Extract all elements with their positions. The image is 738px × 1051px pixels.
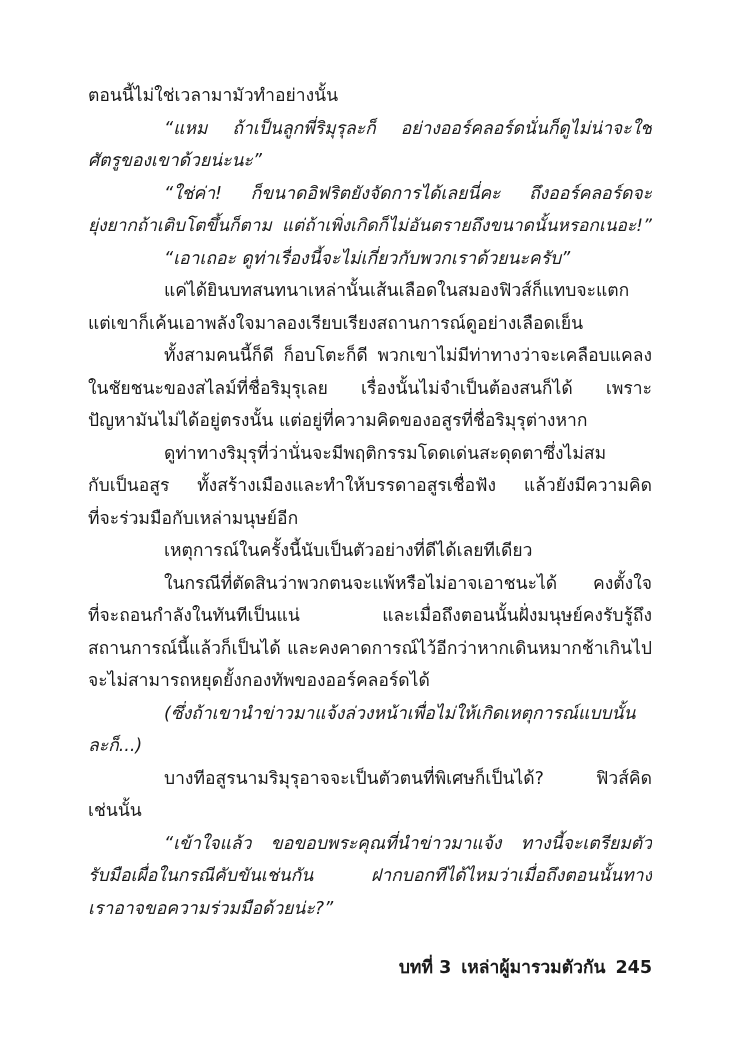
text-line: เหตุการณ์ในครั้งนี้นับเป็นตัวอย่างที่ดีได้เลยทีเดียว [164,541,533,561]
text-line: ศัตรูของเขาด้วยน่ะนะ” [88,151,262,171]
text-line: แค่ได้ยินบทสนทนาเหล่านั้นเส้นเลือดในสมองฟิวส์ก็แทบจะแตก [164,281,630,301]
text-line: (ซึ่งถ้าเขานำข่าวมาแจ้งล่วงหน้าเพื่อไม่ให้เกิดเหตุการณ์แบบนั้น [164,703,636,724]
text-line: “เข้าใจแล้ว ขอขอบพระคุณที่นำข่าวมาแจ้ง ทางนี้จะเตรียมตัว [164,833,652,854]
text-line: แต่เขาก็เค้นเอาพลังใจมาลองเรียบเรียงสถานการณ์ดูอย่างเลือดเย็น [88,313,584,334]
text-line: “ใช่ค่า! ก็ขนาดอิฟริตยังจัดการได้เลยนี่คะ ถึงออร์คลอร์ดจะ [164,183,652,204]
text-line: “เอาเถอะ ดูท่าเรื่องนี้จะไม่เกี่ยวกับพวกเราด้วยนะครับ” [164,248,571,269]
text-line: ละก็...) [88,736,143,756]
text-line: กับเป็นอสูร ทั้งสร้างเมืองและทำให้บรรดาอสูรเชื่อฟัง แล้วยังมีความคิด [88,476,652,496]
page-footer [389,953,652,983]
page-number: 245 [615,958,652,978]
text-line: ดูท่าทางริมุรุที่ว่านั่นจะมีพฤติกรรมโดดเด่นสะดุดตาซึ่งไม่สม [164,443,607,464]
text-line: ตอนนี้ไม่ใช่เวลามามัวทำอย่างนั้น [88,86,339,106]
text-line: บางทีอสูรนามริมุรุอาจจะเป็นตัวตนที่พิเศษก็เป็นได้? ฟิวส์คิด [164,768,652,789]
text-line: ยุ่งยากถ้าเติบโตขึ้นก็ตาม แต่ถ้าเพิ่งเกิดก็ไม่อันตรายถึงขนาดนั้นหรอกเนอะ!” [88,216,652,236]
text-line: ที่จะร่วมมือกับเหล่ามนุษย์อีก [88,508,299,529]
body-text [88,80,652,925]
text-line: “แหม ถ้าเป็นลูกพี่ริมุรุละก็ อย่างออร์คลอร์ดนั่นก็ดูไม่น่าจะใช่ [164,118,652,139]
text-line: ปัญหามันไม่ได้อยู่ตรงนั้น แต่อยู่ที่ความคิดของอสูรที่ชื่อริมุรุต่างหาก [88,411,588,431]
text-line: รับมือเผื่อในกรณีคับขันเช่นกัน ฝากบอกทีได้ไหมว่าเมื่อถึงตอนนั้นทาง [88,866,652,886]
chapter-label: บทที่ 3 [398,958,452,978]
text-line: ในชัยชนะของสไลม์ที่ชื่อริมุรุเลย เรื่องนั้นไม่จำเป็นต้องสนก็ได้ เพราะ [88,378,652,399]
text-line: ที่จะถอนกำลังในทันทีเป็นแน่ และเมื่อถึงตอนนั้นฝั่งมนุษย์คงรับรู้ถึง [88,606,652,626]
text-line: สถานการณ์นี้แล้วก็เป็นได้ และคงคาดการณ์ไว้อีกว่าหากเดินหมากช้าเกินไป [88,638,652,659]
text-line: ในกรณีที่ตัดสินว่าพวกตนจะแพ้หรือไม่อาจเอาชนะได้ คงตั้งใจ [164,573,652,594]
text-line: เราอาจขอความร่วมมือด้วยน่ะ?” [88,898,334,919]
text-line: ทั้งสามคนนี้ก็ดี ก็อบโตะก็ดี พวกเขาไม่มีท่าทางว่าจะเคลือบแคลง [164,346,652,366]
text-line: จะไม่สามารถหยุดยั้งกองทัพของออร์คลอร์ดได้ [88,671,430,691]
chapter-title: เหล่าผู้มารวมตัวกัน [461,958,606,978]
text-line: เช่นนั้น [88,801,142,821]
